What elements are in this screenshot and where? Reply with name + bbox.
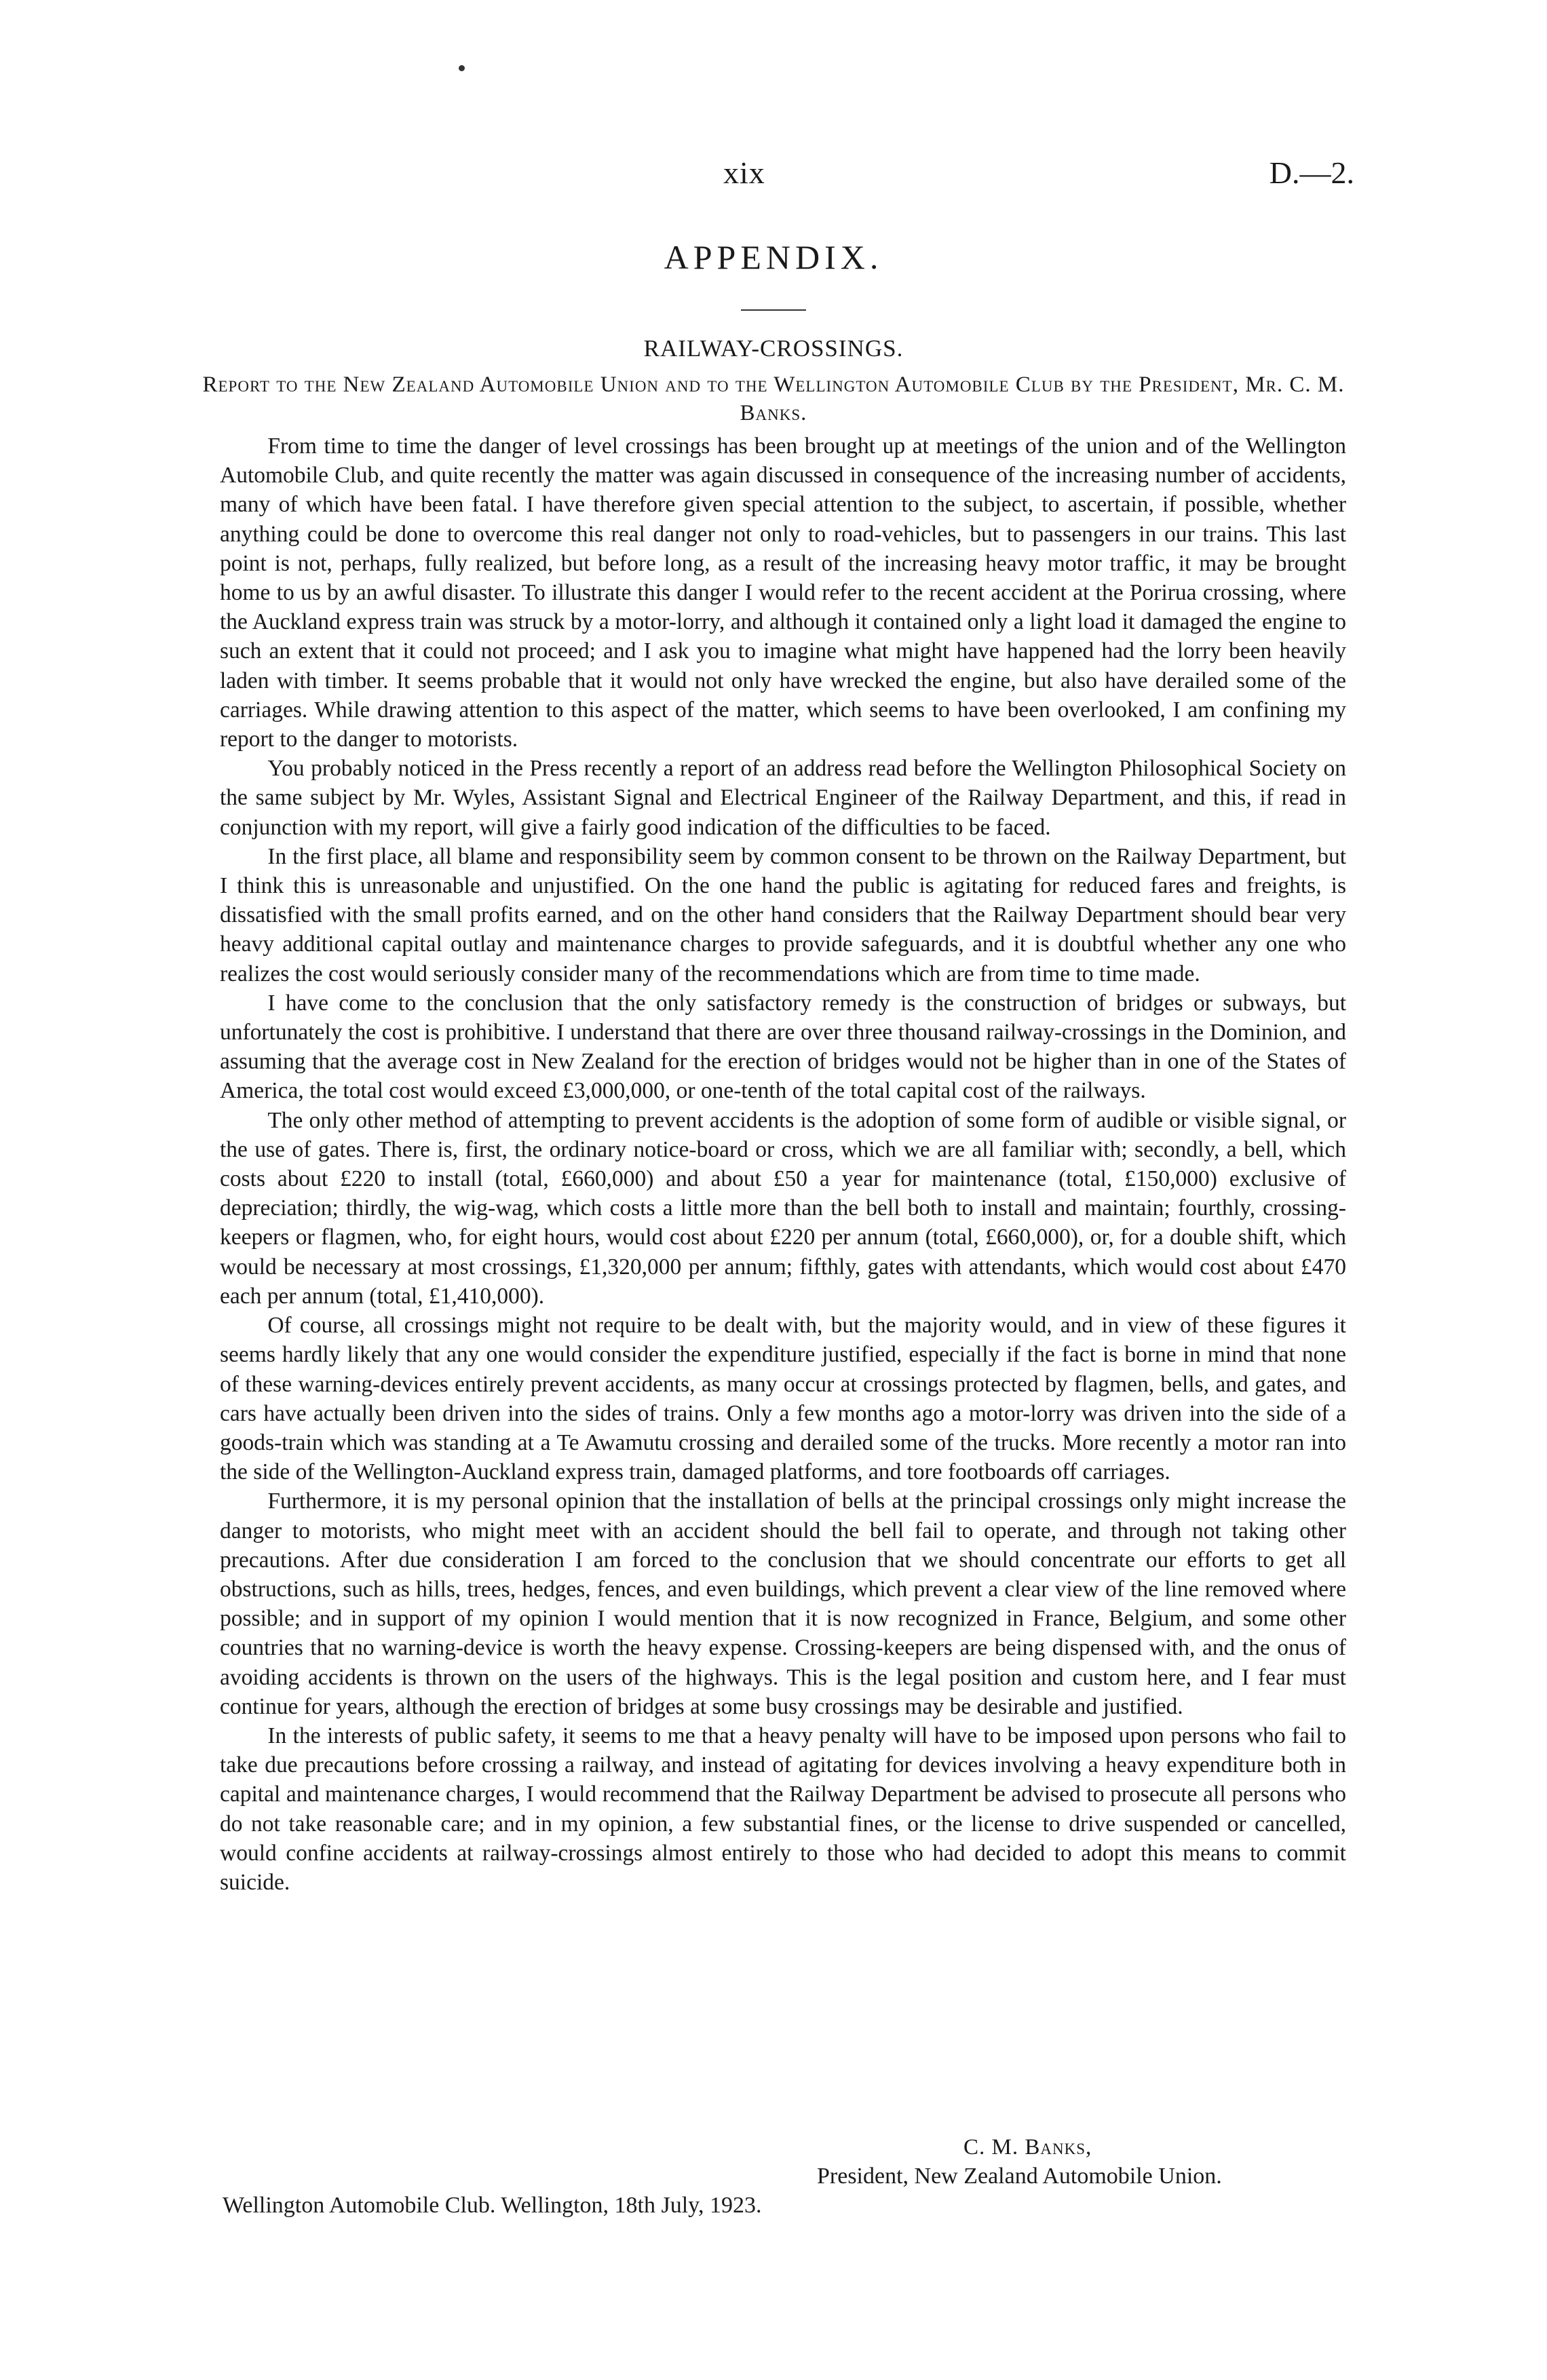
paragraph: In the first place, all blame and responsibility seem by common consent to be thrown on the Railway Department, but I think this is unreasonable and unjustified. On the one hand the public is agitating for reduced fares and freights, is dissatisfied with the small profits earned, and on the other hand considers that the Railway Department should bear very heavy additional capital outlay and maintenance charges to provide safeguards, and it is doubtful whether any one who realizes the cost would seriously consider many of the recommendations which are from time to time made. xyxy=(220,843,1346,986)
page-number: xix xyxy=(723,155,765,190)
appendix-heading: APPENDIX. xyxy=(664,238,883,276)
paragraph: Furthermore, it is my personal opinion that the installation of bells at the principal crossings only might increase the danger to motorists, who might meet with an accident should the bell fail to operate, and through not taking other precautions. After due consideration I am forced to the conclusion that we should concentrate our efforts to get all obstructions, such as hills, trees, hedges, fences, and even buildings, which prevent a clear view of the line removed where possible; and in support of my opinion I would mention that it is now recognized in France, Belgium, and some other countries that no warning-device is worth the heavy expense. Crossing-keepers are being dispensed with, and the onus of avoiding accidents is thrown on the users of the highways. This is the legal position and custom here, and I fear must continue for years, although the erection of bridges at some busy crossings may be desirable and justified. xyxy=(220,1489,1346,1719)
paragraph: In the interests of public safety, it seems to me that a heavy penalty will have to be imposed upon persons who fail to take due precautions before crossing a railway, and instead of agitating for devices involving a heavy expenditure both in capital and maintenance charges, I would recommend that the Railway Department be advised to prosecute all persons who do not take reasonable care; and in my opinion, a few substantial fines, or the license to drive suspended or cancelled, would confine accidents at railway-crossings almost entirely to those who had decided to adopt this means to commit suicide. xyxy=(220,1723,1346,1895)
heading-divider xyxy=(741,309,806,311)
signature-name: C. M. Banks, xyxy=(963,2135,1092,2160)
paragraph: Of course, all crossings might not require to be dealt with, but the majority would, and in view of these figures it seems hardly likely that any one would consider the expenditure justified, especially if the fact is borne in mind that none of these warning-devices entirely prevent accidents, as many occur at crossings protected by flagmen, bells, and gates, and cars have actually been driven into the sides of trains. Only a few months ago a motor-lorry was driven into the side of a goods-train which was standing at a Te Awamutu crossing and derailed some of the trucks. More recently a motor ran into the side of the Wellington-Auckland express train, damaged platforms, and tore footboards off carriages. xyxy=(220,1313,1346,1485)
report-title: Report to the New Zealand Automobile Union and to the Wellington Automobile Club by the President, Mr. C. M. Banks. xyxy=(202,372,1345,425)
document-reference: D.—2. xyxy=(1269,155,1354,190)
paragraph: From time to time the danger of level crossings has been brought up at meetings of the union and of the Wellington Automobile Club, and quite recently the matter was again discussed in consequence of the increasing number of accidents, many of which have been fatal. I have therefore given special attention to the subject, to ascertain, if possible, whether anything could be done to overcome this real danger not only to road-vehicles, but to passengers in our trains. This last point is not, perhaps, fully realized, but before long, as a result of the increasing heavy motor traffic, it may be brought home to us by an awful disaster. To illustrate this danger I would refer to the recent accident at the Porirua crossing, where the Auckland express train was struck by a motor-lorry, and although it contained only a light load it damaged the engine to such an extent that it could not proceed; and I ask you to imagine what might have happened had the lorry been heavily laden with timber. It seems probable that it would not only have wrecked the engine, but also have derailed some of the carriages. While drawing attention to this aspect of the matter, which seems to have been overlooked, I am confining my report to the danger to motorists. xyxy=(220,434,1346,752)
paragraph: I have come to the conclusion that the only satisfactory remedy is the construction of bridges or subways, but unfortunately the cost is prohibitive. I understand that there are over three thousand railway-crossings in the Dominion, and assuming that the average cost in New Zealand for the erection of bridges would not be higher than in one of the States of America, the total cost would exceed £3,000,000, or one-tenth of the total capital cost of the railways. xyxy=(220,990,1346,1104)
ink-speck xyxy=(459,65,465,71)
place-and-date: Wellington Automobile Club. Wellington, 18th July, 1923. xyxy=(223,2193,762,2218)
section-subheading: RAILWAY-CROSSINGS. xyxy=(643,335,904,362)
paragraph: The only other method of attempting to prevent accidents is the adoption of some form of audible or visible signal, or the use of gates. There is, first, the ordinary notice-board or cross, which we are all familiar with; secondly, a bell, which costs about £220 to install (total, £660,000) and about £50 a year for maintenance (total, £150,000) exclusive of depreciation; thirdly, the wig-wag, which costs a little more than the bell both to install and maintain; fourthly, crossing-keepers or flagmen, who, for eight hours, would cost about £220 per annum (total, £660,000), or, for a double shift, which would be necessary at most crossings, £1,320,000 per annum; fifthly, gates with attendants, which would cost about £470 each per annum (total, £1,410,000). xyxy=(220,1107,1346,1309)
signature-title: President, New Zealand Automobile Union. xyxy=(817,2164,1222,2189)
report-body xyxy=(220,431,1346,1897)
paragraph: You probably noticed in the Press recently a report of an address read before the Wellington Philosophical Society on the same subject by Mr. Wyles, Assistant Signal and Electrical Engineer of the Railway Department, and this, if read in conjunction with my report, will give a fairly good indication of the difficulties to be faced. xyxy=(220,756,1346,840)
